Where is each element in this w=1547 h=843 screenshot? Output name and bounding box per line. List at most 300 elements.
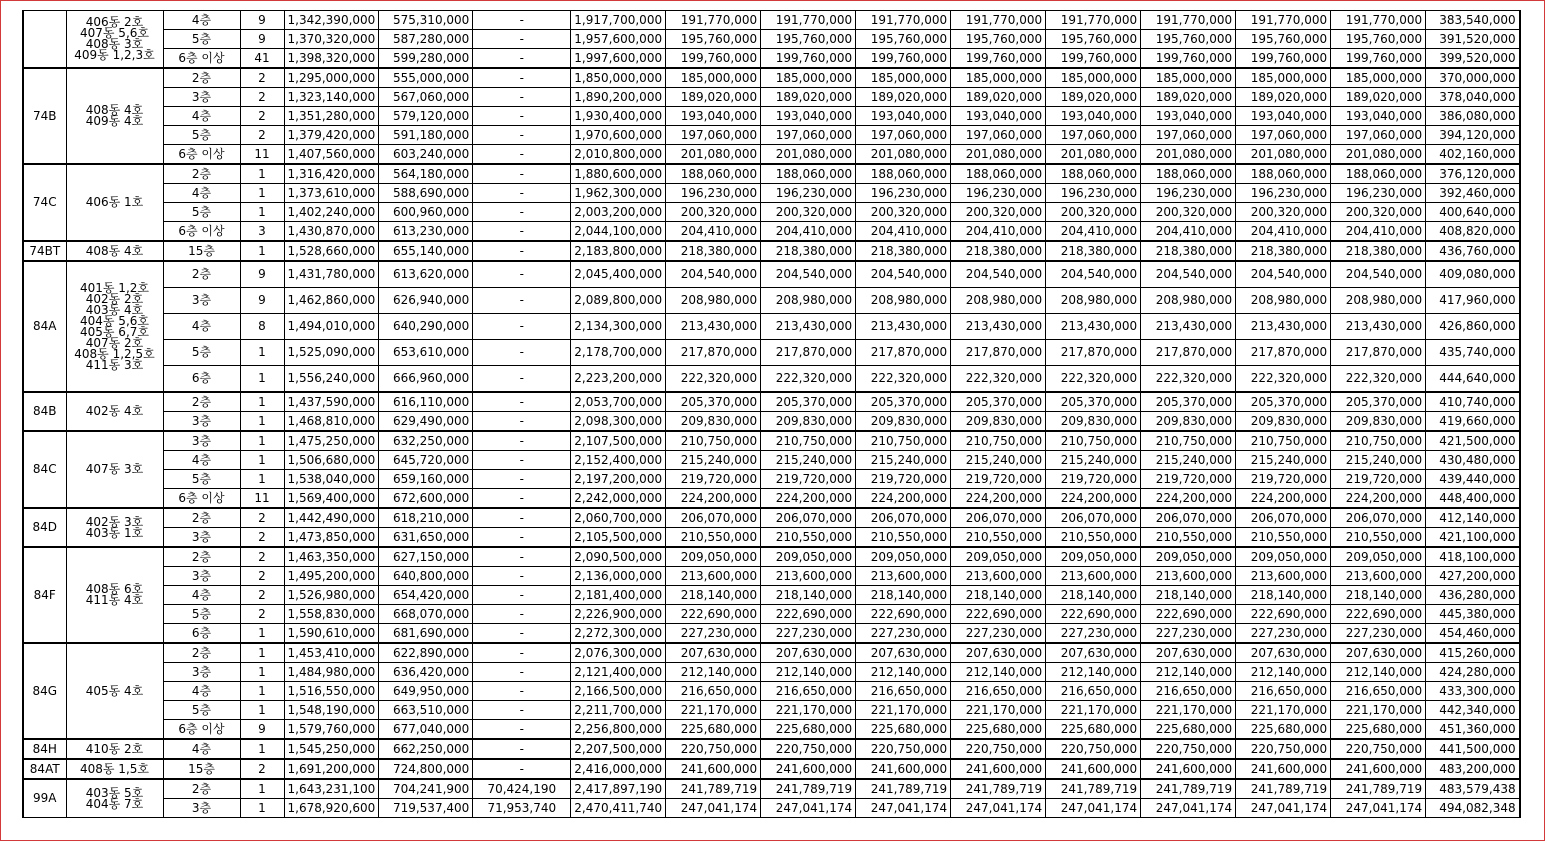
payment-1-cell: 217,870,000 (666, 340, 761, 366)
payment-1-cell: 207,630,000 (666, 643, 761, 663)
payment-7-cell: 227,230,000 (1236, 624, 1331, 644)
floor-cell: 4층 (163, 184, 240, 203)
balance-cell: 399,520,000 (1426, 49, 1520, 69)
payment-5-cell: 191,770,000 (1046, 11, 1141, 30)
payment-5-cell: 241,600,000 (1046, 759, 1141, 779)
payment-1-cell: 204,410,000 (666, 222, 761, 242)
payment-2-cell: 217,870,000 (761, 340, 856, 366)
building-price-cell: 653,610,000 (379, 340, 473, 366)
balance-cell: 430,480,000 (1426, 451, 1520, 470)
payment-7-cell: 209,050,000 (1236, 547, 1331, 567)
payment-2-cell: 205,370,000 (761, 392, 856, 412)
payment-7-cell: 197,060,000 (1236, 126, 1331, 145)
payment-6-cell: 193,040,000 (1141, 107, 1236, 126)
dong-list-cell (66, 739, 163, 759)
total-price-cell: 2,010,800,000 (571, 145, 666, 165)
unit-count-cell: 2 (240, 528, 284, 548)
building-price-cell: 587,280,000 (379, 30, 473, 49)
balance-cell: 442,340,000 (1426, 701, 1520, 720)
payment-6-cell: 221,170,000 (1141, 701, 1236, 720)
payment-6-cell: 199,760,000 (1141, 49, 1236, 69)
payment-3-cell: 220,750,000 (856, 739, 951, 759)
unit-count-cell: 2 (240, 586, 284, 605)
payment-1-cell: 241,789,719 (666, 779, 761, 799)
building-price-cell: 704,241,900 (379, 779, 473, 799)
unit-count-cell: 1 (240, 184, 284, 203)
payment-7-cell: 218,140,000 (1236, 586, 1331, 605)
payment-4-cell: 212,140,000 (951, 663, 1046, 682)
floor-cell: 4층 (163, 11, 240, 30)
payment-1-cell: 213,430,000 (666, 314, 761, 340)
vat-cell: - (473, 288, 571, 314)
table-row (23, 126, 1520, 145)
payment-2-cell: 208,980,000 (761, 288, 856, 314)
balance-cell: 483,200,000 (1426, 759, 1520, 779)
floor-cell: 6층 이상 (163, 145, 240, 165)
table-row (23, 663, 1520, 682)
total-price-cell: 2,181,400,000 (571, 586, 666, 605)
payment-8-cell: 224,200,000 (1331, 489, 1426, 509)
total-price-cell: 2,417,897,190 (571, 779, 666, 799)
table-row (23, 799, 1520, 818)
land-price-cell: 1,431,780,000 (284, 261, 379, 288)
payment-4-cell: 191,770,000 (951, 11, 1046, 30)
floor-cell: 5층 (163, 470, 240, 489)
payment-2-cell: 196,230,000 (761, 184, 856, 203)
payment-1-cell: 218,380,000 (666, 241, 761, 261)
payment-5-cell: 247,041,174 (1046, 799, 1141, 818)
payment-5-cell: 196,230,000 (1046, 184, 1141, 203)
payment-5-cell: 207,630,000 (1046, 643, 1141, 663)
balance-cell: 494,082,348 (1426, 799, 1520, 818)
payment-1-cell: 219,720,000 (666, 470, 761, 489)
land-price-cell: 1,526,980,000 (284, 586, 379, 605)
payment-6-cell: 216,650,000 (1141, 682, 1236, 701)
balance-cell: 421,100,000 (1426, 528, 1520, 548)
payment-3-cell: 200,320,000 (856, 203, 951, 222)
payment-5-cell: 185,000,000 (1046, 68, 1141, 88)
building-price-cell: 591,180,000 (379, 126, 473, 145)
total-price-cell: 2,272,300,000 (571, 624, 666, 644)
payment-1-cell: 195,760,000 (666, 30, 761, 49)
payment-3-cell: 191,770,000 (856, 11, 951, 30)
unit-count-cell: 1 (240, 340, 284, 366)
payment-4-cell: 208,980,000 (951, 288, 1046, 314)
table-row (23, 624, 1520, 644)
unit-type-cell: 84C (23, 431, 66, 508)
unit-count-cell: 2 (240, 508, 284, 528)
vat-cell: - (473, 164, 571, 184)
land-price-cell: 1,370,320,000 (284, 30, 379, 49)
payment-8-cell: 195,760,000 (1331, 30, 1426, 49)
payment-2-cell: 201,080,000 (761, 145, 856, 165)
building-price-cell: 672,600,000 (379, 489, 473, 509)
total-price-cell: 1,917,700,000 (571, 11, 666, 30)
payment-8-cell: 220,750,000 (1331, 739, 1426, 759)
payment-6-cell: 220,750,000 (1141, 739, 1236, 759)
payment-8-cell: 219,720,000 (1331, 470, 1426, 489)
land-price-cell: 1,463,350,000 (284, 547, 379, 567)
payment-6-cell: 196,230,000 (1141, 184, 1236, 203)
payment-5-cell: 224,200,000 (1046, 489, 1141, 509)
building-price-cell: 600,960,000 (379, 203, 473, 222)
payment-8-cell: 204,540,000 (1331, 261, 1426, 288)
payment-3-cell: 225,680,000 (856, 720, 951, 740)
vat-cell: - (473, 739, 571, 759)
table-row (23, 366, 1520, 393)
floor-cell: 4층 (163, 739, 240, 759)
payment-7-cell: 210,750,000 (1236, 431, 1331, 451)
vat-cell: - (473, 222, 571, 242)
land-price-cell: 1,569,400,000 (284, 489, 379, 509)
building-price-cell: 616,110,000 (379, 392, 473, 412)
payment-6-cell: 204,410,000 (1141, 222, 1236, 242)
payment-3-cell: 206,070,000 (856, 508, 951, 528)
payment-5-cell: 208,980,000 (1046, 288, 1141, 314)
payment-7-cell: 208,980,000 (1236, 288, 1331, 314)
vat-cell: - (473, 528, 571, 548)
payment-4-cell: 209,050,000 (951, 547, 1046, 567)
total-price-cell: 2,166,500,000 (571, 682, 666, 701)
payment-1-cell: 222,320,000 (666, 366, 761, 393)
floor-cell: 6층 (163, 624, 240, 644)
total-price-cell: 1,962,300,000 (571, 184, 666, 203)
payment-3-cell: 205,370,000 (856, 392, 951, 412)
land-price-cell: 1,495,200,000 (284, 567, 379, 586)
payment-2-cell: 199,760,000 (761, 49, 856, 69)
payment-7-cell: 193,040,000 (1236, 107, 1331, 126)
payment-5-cell: 213,600,000 (1046, 567, 1141, 586)
building-price-cell: 579,120,000 (379, 107, 473, 126)
payment-1-cell: 241,600,000 (666, 759, 761, 779)
land-price-cell: 1,407,560,000 (284, 145, 379, 165)
land-price-cell: 1,323,140,000 (284, 88, 379, 107)
total-price-cell: 2,416,000,000 (571, 759, 666, 779)
payment-2-cell: 209,830,000 (761, 412, 856, 432)
building-price-cell: 663,510,000 (379, 701, 473, 720)
land-price-cell: 1,579,760,000 (284, 720, 379, 740)
payment-6-cell: 222,690,000 (1141, 605, 1236, 624)
dong-item: 407동 3호 (85, 462, 144, 476)
payment-2-cell: 189,020,000 (761, 88, 856, 107)
unit-count-cell: 2 (240, 88, 284, 107)
vat-cell: - (473, 49, 571, 69)
floor-cell: 3층 (163, 412, 240, 432)
payment-2-cell: 185,000,000 (761, 68, 856, 88)
dong-item: 408동 1,2,5호 (74, 346, 155, 361)
vat-cell: 70,424,190 (473, 779, 571, 799)
payment-2-cell: 193,040,000 (761, 107, 856, 126)
unit-count-cell: 1 (240, 164, 284, 184)
dong-list-cell (66, 241, 163, 261)
dong-item: 404동 5,6호 (80, 313, 149, 328)
payment-2-cell: 209,050,000 (761, 547, 856, 567)
land-price-cell: 1,402,240,000 (284, 203, 379, 222)
unit-count-cell: 1 (240, 451, 284, 470)
payment-6-cell: 218,140,000 (1141, 586, 1236, 605)
unit-count-cell: 1 (240, 739, 284, 759)
payment-2-cell: 220,750,000 (761, 739, 856, 759)
table-row (23, 739, 1520, 759)
payment-7-cell: 199,760,000 (1236, 49, 1331, 69)
floor-cell: 5층 (163, 203, 240, 222)
land-price-cell: 1,453,410,000 (284, 643, 379, 663)
payment-5-cell: 215,240,000 (1046, 451, 1141, 470)
payment-3-cell: 213,430,000 (856, 314, 951, 340)
payment-3-cell: 216,650,000 (856, 682, 951, 701)
payment-6-cell: 222,320,000 (1141, 366, 1236, 393)
vat-cell: - (473, 340, 571, 366)
table-row (23, 314, 1520, 340)
total-price-cell: 2,107,500,000 (571, 431, 666, 451)
payment-2-cell: 200,320,000 (761, 203, 856, 222)
vat-cell: - (473, 11, 571, 30)
payment-2-cell: 216,650,000 (761, 682, 856, 701)
payment-5-cell: 219,720,000 (1046, 470, 1141, 489)
balance-cell: 421,500,000 (1426, 431, 1520, 451)
table-row (23, 241, 1520, 261)
vat-cell: - (473, 431, 571, 451)
payment-8-cell: 189,020,000 (1331, 88, 1426, 107)
table-row (23, 701, 1520, 720)
payment-7-cell: 220,750,000 (1236, 739, 1331, 759)
total-price-cell: 2,470,411,740 (571, 799, 666, 818)
table-row (23, 586, 1520, 605)
payment-7-cell: 247,041,174 (1236, 799, 1331, 818)
payment-1-cell: 210,750,000 (666, 431, 761, 451)
vat-cell: - (473, 567, 571, 586)
dong-item: 411동 4호 (85, 593, 144, 607)
total-price-cell: 2,178,700,000 (571, 340, 666, 366)
building-price-cell: 640,290,000 (379, 314, 473, 340)
payment-4-cell: 206,070,000 (951, 508, 1046, 528)
dong-item: 401동 1,2호 (80, 280, 149, 295)
dong-item: 406동 2호 (85, 15, 144, 29)
payment-5-cell: 221,170,000 (1046, 701, 1141, 720)
payment-5-cell: 193,040,000 (1046, 107, 1141, 126)
total-price-cell: 2,183,800,000 (571, 241, 666, 261)
payment-2-cell: 213,430,000 (761, 314, 856, 340)
payment-2-cell: 222,320,000 (761, 366, 856, 393)
dong-list-cell (66, 11, 163, 69)
floor-cell: 2층 (163, 547, 240, 567)
payment-2-cell: 207,630,000 (761, 643, 856, 663)
total-price-cell: 1,880,600,000 (571, 164, 666, 184)
building-price-cell: 668,070,000 (379, 605, 473, 624)
total-price-cell: 2,207,500,000 (571, 739, 666, 759)
payment-6-cell: 210,550,000 (1141, 528, 1236, 548)
payment-2-cell: 219,720,000 (761, 470, 856, 489)
land-price-cell: 1,342,390,000 (284, 11, 379, 30)
payment-8-cell: 201,080,000 (1331, 145, 1426, 165)
payment-8-cell: 208,980,000 (1331, 288, 1426, 314)
unit-type-cell: 74C (23, 164, 66, 241)
payment-6-cell: 215,240,000 (1141, 451, 1236, 470)
floor-cell: 3층 (163, 88, 240, 107)
payment-2-cell: 247,041,174 (761, 799, 856, 818)
payment-5-cell: 204,410,000 (1046, 222, 1141, 242)
floor-cell: 6층 이상 (163, 489, 240, 509)
payment-1-cell: 225,680,000 (666, 720, 761, 740)
dong-item: 409동 1,2,3호 (74, 48, 155, 62)
dong-item: 404동 7호 (85, 796, 144, 811)
payment-6-cell: 219,720,000 (1141, 470, 1236, 489)
payment-1-cell: 189,020,000 (666, 88, 761, 107)
total-price-cell: 1,930,400,000 (571, 107, 666, 126)
vat-cell: - (473, 682, 571, 701)
dong-item: 407동 5,6호 (80, 26, 149, 40)
unit-count-cell: 9 (240, 30, 284, 49)
payment-6-cell: 212,140,000 (1141, 663, 1236, 682)
payment-8-cell: 196,230,000 (1331, 184, 1426, 203)
payment-1-cell: 215,240,000 (666, 451, 761, 470)
payment-8-cell: 188,060,000 (1331, 164, 1426, 184)
payment-3-cell: 247,041,174 (856, 799, 951, 818)
dong-list-cell (66, 164, 163, 241)
payment-3-cell: 241,789,719 (856, 779, 951, 799)
payment-4-cell: 193,040,000 (951, 107, 1046, 126)
balance-cell: 394,120,000 (1426, 126, 1520, 145)
payment-1-cell: 206,070,000 (666, 508, 761, 528)
payment-4-cell: 222,320,000 (951, 366, 1046, 393)
payment-5-cell: 210,750,000 (1046, 431, 1141, 451)
building-price-cell: 662,250,000 (379, 739, 473, 759)
payment-7-cell: 188,060,000 (1236, 164, 1331, 184)
vat-cell: - (473, 701, 571, 720)
payment-7-cell: 221,170,000 (1236, 701, 1331, 720)
payment-5-cell: 222,690,000 (1046, 605, 1141, 624)
dong-item: 402동 3호 (85, 514, 144, 529)
vat-cell: - (473, 184, 571, 203)
land-price-cell: 1,430,870,000 (284, 222, 379, 242)
balance-cell: 402,160,000 (1426, 145, 1520, 165)
balance-cell: 448,400,000 (1426, 489, 1520, 509)
payment-5-cell: 189,020,000 (1046, 88, 1141, 107)
balance-cell: 409,080,000 (1426, 261, 1520, 288)
payment-6-cell: 209,050,000 (1141, 547, 1236, 567)
payment-4-cell: 209,830,000 (951, 412, 1046, 432)
unit-type-cell: 84B (23, 392, 66, 431)
unit-type-cell: 84F (23, 547, 66, 643)
payment-6-cell: 209,830,000 (1141, 412, 1236, 432)
land-price-cell: 1,538,040,000 (284, 470, 379, 489)
table-row (23, 222, 1520, 242)
table-row (23, 682, 1520, 701)
dong-item: 410동 2호 (85, 741, 144, 756)
payment-1-cell: 220,750,000 (666, 739, 761, 759)
floor-cell: 2층 (163, 779, 240, 799)
unit-count-cell: 2 (240, 68, 284, 88)
building-price-cell: 588,690,000 (379, 184, 473, 203)
building-price-cell: 599,280,000 (379, 49, 473, 69)
building-price-cell: 654,420,000 (379, 586, 473, 605)
payment-7-cell: 201,080,000 (1236, 145, 1331, 165)
unit-type-cell: 74BT (23, 241, 66, 261)
payment-3-cell: 219,720,000 (856, 470, 951, 489)
payment-4-cell: 207,630,000 (951, 643, 1046, 663)
land-price-cell: 1,528,660,000 (284, 241, 379, 261)
vat-cell: - (473, 547, 571, 567)
payment-4-cell: 197,060,000 (951, 126, 1046, 145)
payment-4-cell: 210,550,000 (951, 528, 1046, 548)
unit-count-cell: 9 (240, 11, 284, 30)
unit-count-cell: 1 (240, 470, 284, 489)
payment-7-cell: 206,070,000 (1236, 508, 1331, 528)
payment-8-cell: 227,230,000 (1331, 624, 1426, 644)
table-row (23, 288, 1520, 314)
payment-8-cell: 193,040,000 (1331, 107, 1426, 126)
total-price-cell: 1,997,600,000 (571, 49, 666, 69)
payment-3-cell: 222,690,000 (856, 605, 951, 624)
unit-count-cell: 1 (240, 663, 284, 682)
payment-4-cell: 218,380,000 (951, 241, 1046, 261)
building-price-cell: 627,150,000 (379, 547, 473, 567)
dong-list-cell (66, 779, 163, 818)
land-price-cell: 1,316,420,000 (284, 164, 379, 184)
dong-list-cell (66, 643, 163, 739)
payment-8-cell: 213,430,000 (1331, 314, 1426, 340)
payment-8-cell: 206,070,000 (1331, 508, 1426, 528)
building-price-cell: 567,060,000 (379, 88, 473, 107)
payment-8-cell: 213,600,000 (1331, 567, 1426, 586)
vat-cell: - (473, 624, 571, 644)
land-price-cell: 1,473,850,000 (284, 528, 379, 548)
total-price-cell: 2,226,900,000 (571, 605, 666, 624)
unit-count-cell: 3 (240, 222, 284, 242)
floor-cell: 6층 이상 (163, 222, 240, 242)
payment-3-cell: 210,550,000 (856, 528, 951, 548)
balance-cell: 444,640,000 (1426, 366, 1520, 393)
payment-7-cell: 189,020,000 (1236, 88, 1331, 107)
payment-5-cell: 209,830,000 (1046, 412, 1141, 432)
payment-5-cell: 218,140,000 (1046, 586, 1141, 605)
table-row (23, 107, 1520, 126)
payment-4-cell: 241,789,719 (951, 779, 1046, 799)
price-table (22, 10, 1521, 818)
dong-list-cell (66, 392, 163, 431)
unit-type-cell: 74B (23, 68, 66, 164)
payment-2-cell: 215,240,000 (761, 451, 856, 470)
payment-1-cell: 191,770,000 (666, 11, 761, 30)
land-price-cell: 1,643,231,100 (284, 779, 379, 799)
payment-3-cell: 197,060,000 (856, 126, 951, 145)
payment-3-cell: 222,320,000 (856, 366, 951, 393)
payment-2-cell: 204,410,000 (761, 222, 856, 242)
total-price-cell: 2,060,700,000 (571, 508, 666, 528)
payment-7-cell: 213,430,000 (1236, 314, 1331, 340)
building-price-cell: 622,890,000 (379, 643, 473, 663)
balance-cell: 426,860,000 (1426, 314, 1520, 340)
floor-cell: 15층 (163, 759, 240, 779)
payment-7-cell: 207,630,000 (1236, 643, 1331, 663)
payment-2-cell: 241,600,000 (761, 759, 856, 779)
floor-cell: 5층 (163, 605, 240, 624)
payment-1-cell: 209,050,000 (666, 547, 761, 567)
payment-5-cell: 205,370,000 (1046, 392, 1141, 412)
unit-count-cell: 1 (240, 366, 284, 393)
payment-5-cell: 217,870,000 (1046, 340, 1141, 366)
payment-8-cell: 222,320,000 (1331, 366, 1426, 393)
total-price-cell: 2,223,200,000 (571, 366, 666, 393)
payment-8-cell: 241,600,000 (1331, 759, 1426, 779)
payment-7-cell: 205,370,000 (1236, 392, 1331, 412)
payment-5-cell: 227,230,000 (1046, 624, 1141, 644)
vat-cell: - (473, 88, 571, 107)
building-price-cell: 649,950,000 (379, 682, 473, 701)
payment-6-cell: 185,000,000 (1141, 68, 1236, 88)
unit-type-cell: 84A (23, 261, 66, 392)
payment-4-cell: 188,060,000 (951, 164, 1046, 184)
